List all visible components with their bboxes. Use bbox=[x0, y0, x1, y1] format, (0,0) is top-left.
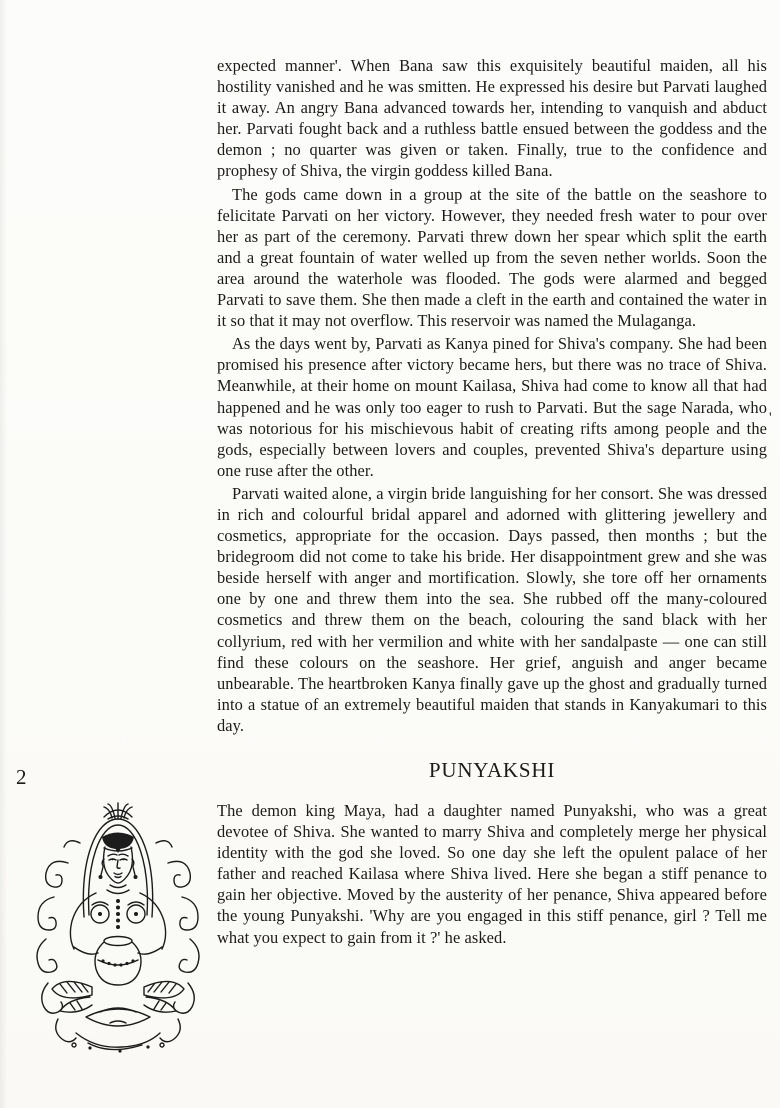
paragraph-bana-slain: expected manner'. When Bana saw this exquisitely beautiful maiden, all his hostility vanished and he was smitten. He expressed his desire but Parvati laughed it away. An angry Bana advanced towards her, intending to vanquish and abduct her. Parvati fought back and a ruthless battle ensued between the goddess and the demon ; no quarter was given or taken. Finally, true to the confidence and prophesy of Shiva, the virgin goddess killed Bana. bbox=[217, 56, 767, 181]
paragraph-gods-felicitate: The gods came down in a group at the site of the battle on the seashore to felicitate Parvati on her victory. However, they needed fresh water to pour over her as part of the ceremony. Parvati threw down her spear which split the earth and a great fountain of water welled up from the seven nether worlds. Soon the area around the waterhole was flooded. The gods were alarmed and begged Parvati to save them. She then made a cleft in the earth and contained the water in it so that it may not overflow. This reservoir was named the Mulaganga. bbox=[217, 184, 767, 331]
paragraph-bride-languishes: Parvati waited alone, a virgin bride languishing for her consort. She was dressed in rich and colourful bridal apparel and adorned with glittering jewellery and cosmetics, appropriate for the occasion. Days passed, then months ; but the bridegroom did not come to take his bride. Her disappointment grew and she was beside herself with anger and mortification. Slowly, she tore off her ornaments one by one and threw them into the sea. She rubbed off the many-coloured cosmetics and threw them on the beach, colouring the sand black with her collyrium, red with her vermilion and white with her sandalpaste — one can still find these colours on the seashore. Her grief, anguish and anger became unbearable. The heartbroken Kanya finally gave up the ghost and gradually turned into a statue of an extremely beautiful maiden that stands in Kanyakumari to this day. bbox=[217, 483, 767, 735]
page-number: 2 bbox=[16, 765, 27, 789]
text-column bbox=[217, 55, 767, 948]
stray-ink-mark: ' bbox=[769, 410, 772, 426]
paragraph-punyakshi-intro: The demon king Maya, had a daughter named Punyakshi, who was a great devotee of Shiva. She wanted to marry Shiva and completely merge her physical identity with the god she loved. So one day she left the opulent palace of her father and reached Kailasa where Shiva lived. Here she began a stiff penance to gain her objective. Moved by the austerity of her penance, Shiva appeared before the young Punyakshi. 'Why are you engaged in this stiff penance, girl ? Tell me what you expect to gain from it ?' he asked. bbox=[217, 801, 767, 947]
section-heading: PUNYAKSHI bbox=[428, 758, 556, 782]
goddess-illustration bbox=[30, 797, 206, 1055]
paragraph-kanya-pines: As the days went by, Parvati as Kanya pined for Shiva's company. She had been promised his presence after victory became hers, but there was no trace of Shiva. Meanwhile, at their home on mount Kailasa, Shiva had come to know all that had happened and he was only too eager to rush to Parvati. But the sage Narada, who was notorious for his mischievous habit of creating rifts among people and the gods, especially between lovers and couples, prevented Shiva's departure using one ruse after the other. bbox=[217, 334, 767, 480]
